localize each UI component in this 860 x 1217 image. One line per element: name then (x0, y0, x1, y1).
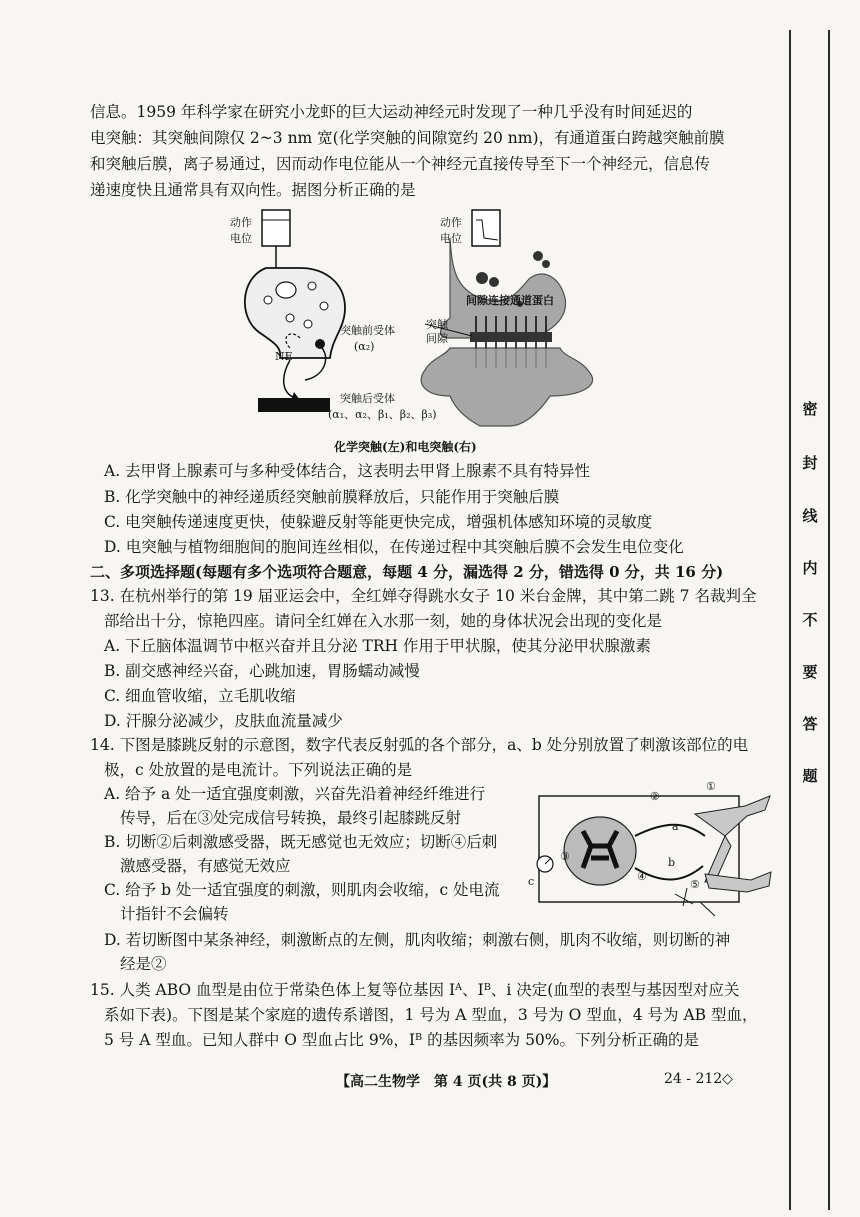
intro-line: 和突触后膜，离子易通过，因而动作电位能从一个神经元直接传导至下一个神经元，信息传 (90, 155, 711, 173)
electrical-postsynaptic (421, 348, 592, 426)
q14-option-a-cont: 传导，后在③处完成信号转换，最终引起膝跳反射 (120, 809, 462, 827)
q14-option-d-cont: 经是② (120, 955, 167, 973)
q14-option-b-cont: 激感受器，有感觉无效应 (120, 857, 291, 875)
page-footer: 【高二生物学 第 4 页(共 8 页)】 (336, 1074, 557, 1090)
binding-line (828, 30, 830, 1210)
intro-line: 递速度快且通常具有双向性。据图分析正确的是 (90, 181, 416, 199)
right-potential-label: 电位 (440, 232, 462, 245)
label-circle-1: ① (706, 780, 716, 793)
seal-char: 答 (802, 715, 818, 733)
q13-option-a: A. 下丘脑体温调节中枢兴奋并且分泌 TRH 作用于甲状腺，使其分泌甲状腺激素 (104, 637, 651, 655)
label-circle-3: ③ (560, 850, 570, 863)
label-b: b (668, 856, 676, 869)
synapse-figure (220, 208, 610, 428)
q15-stem: 系如下表)。下图是某个家庭的遗传系谱图，1 号为 A 型血，3 号为 O 型血，4 号为 AB 型血， (104, 1006, 758, 1024)
figure-caption: 化学突触(左)和电突触(右) (334, 440, 477, 454)
q13-option-c: C. 细血管收缩，立毛肌收缩 (104, 687, 296, 705)
left-potential-label: 动作 (230, 216, 252, 229)
q12-option-d: D. 电突触与植物细胞间的胞间连丝相似，在传递过程中其突触后膜不会发生电位变化 (104, 538, 684, 556)
q14-stem: 极，c 处放置的是电流计。下列说法正确的是 (104, 761, 413, 779)
q14-stem: 14. 下图是膝跳反射的示意图，数字代表反射弧的各个部分，a、b 处分别放置了刺激该部位的电 (90, 736, 749, 754)
exam-code: 24 - 212◇ (664, 1071, 733, 1087)
gap-label: 间隙 (426, 332, 448, 345)
gap-label: 突触 (426, 318, 448, 331)
q15-stem: 5 号 A 型血。已知人群中 O 型血占比 9%，Iᴮ 的基因频率为 50%。下列分析正确的是 (104, 1031, 700, 1049)
post-receptor-sub: (α₁、α₂、β₁、β₂、β₃) (328, 408, 437, 421)
lower-leg (705, 872, 771, 892)
pre-receptor-dot (315, 339, 325, 349)
q13-option-b: B. 副交感神经兴奋，心跳加速，胃肠蠕动减慢 (104, 662, 420, 680)
q14-option-c: C. 给予 b 处一适宜强度的刺激，则肌肉会收缩，c 处电流 (104, 881, 500, 899)
left-potential-box (262, 210, 290, 246)
intro-line: 电突触：其突触间隙仅 2~3 nm 宽(化学突触的间隙宽约 20 nm)，有通道蛋白跨越突触前膜 (90, 129, 725, 147)
label-c: c (528, 875, 535, 888)
seal-char: 封 (802, 454, 818, 472)
left-potential-label: 电位 (230, 232, 252, 245)
spinal-cord (564, 817, 636, 885)
ne-label: NE (275, 350, 293, 363)
q12-option-a: A. 去甲肾上腺素可与多种受体结合，这表明去甲肾上腺素不具有特异性 (104, 462, 591, 480)
q15-stem: 15. 人类 ABO 血型是由位于常染色体上复等位基因 Iᴬ、Iᴮ、i 决定(血型的表型与基因型对应关 (90, 981, 740, 999)
electrical-presynaptic (441, 238, 566, 338)
postsynaptic-membrane (258, 398, 330, 412)
pre-receptor-sub: (α₂) (354, 340, 375, 353)
q12-option-c: C. 电突触传递速度更快，使躲避反射等能更快完成，增强机体感知环境的灵敏度 (104, 513, 653, 531)
binding-line (789, 30, 791, 1210)
presynaptic-terminal (245, 268, 345, 358)
q13-option-d: D. 汗腺分泌减少，皮肤血流量减少 (104, 712, 343, 730)
q13-stem: 13. 在杭州举行的第 19 届亚运会中，全红婵夺得跳水女子 10 米台金牌，其中第二跳 7 名裁判全 (90, 587, 757, 605)
seal-char: 题 (802, 767, 818, 785)
section-heading: 二、多项选择题(每题有多个选项符合题意，每题 4 分，漏选得 2 分，错选得 0 分，共 16 分) (90, 563, 724, 581)
gap-channel-label: 间隙连接通道蛋白 (466, 294, 554, 307)
label-circle-5: ⑤ (690, 878, 700, 891)
post-receptor-label: 突触后受体 (340, 392, 395, 405)
mitochondrion (276, 282, 296, 298)
seal-char: 线 (802, 507, 818, 525)
label-a: a (672, 820, 679, 833)
q14-option-b: B. 切断②后刺激感受器，既无感觉也无效应；切断④后刺 (104, 833, 498, 851)
seal-char: 密 (802, 400, 818, 418)
q12-option-b: B. 化学突触中的神经递质经突触前膜释放后，只能作用于突触后膜 (104, 488, 560, 506)
pre-receptor-label: 突触前受体 (340, 324, 395, 337)
upper-leg (695, 796, 770, 836)
q14-option-d: D. 若切断图中某条神经，刺激断点的左侧，肌肉收缩；刺激右侧，肌肉不收缩，则切断的神 (104, 931, 731, 949)
seal-char: 要 (802, 663, 818, 681)
label-circle-4: ④ (637, 870, 647, 883)
right-potential-label: 动作 (440, 216, 462, 229)
label-circle-2: ② (650, 790, 660, 803)
q13-stem: 部给出十分，惊艳四座。请问全红婵在入水那一刻，她的身体状况会出现的变化是 (104, 612, 663, 630)
q14-option-a: A. 给予 a 处一适宜强度刺激，兴奋先沿着神经纤维进行 (104, 785, 486, 803)
intro-line: 信息。1959 年科学家在研究小龙虾的巨大运动神经元时发现了一种几乎没有时间延迟的 (90, 103, 693, 121)
seal-char: 不 (802, 611, 818, 629)
seal-char: 内 (802, 559, 818, 577)
q14-option-c-cont: 计指针不会偏转 (120, 905, 229, 923)
right-potential-box (472, 210, 500, 246)
ne-arrow (284, 360, 295, 398)
